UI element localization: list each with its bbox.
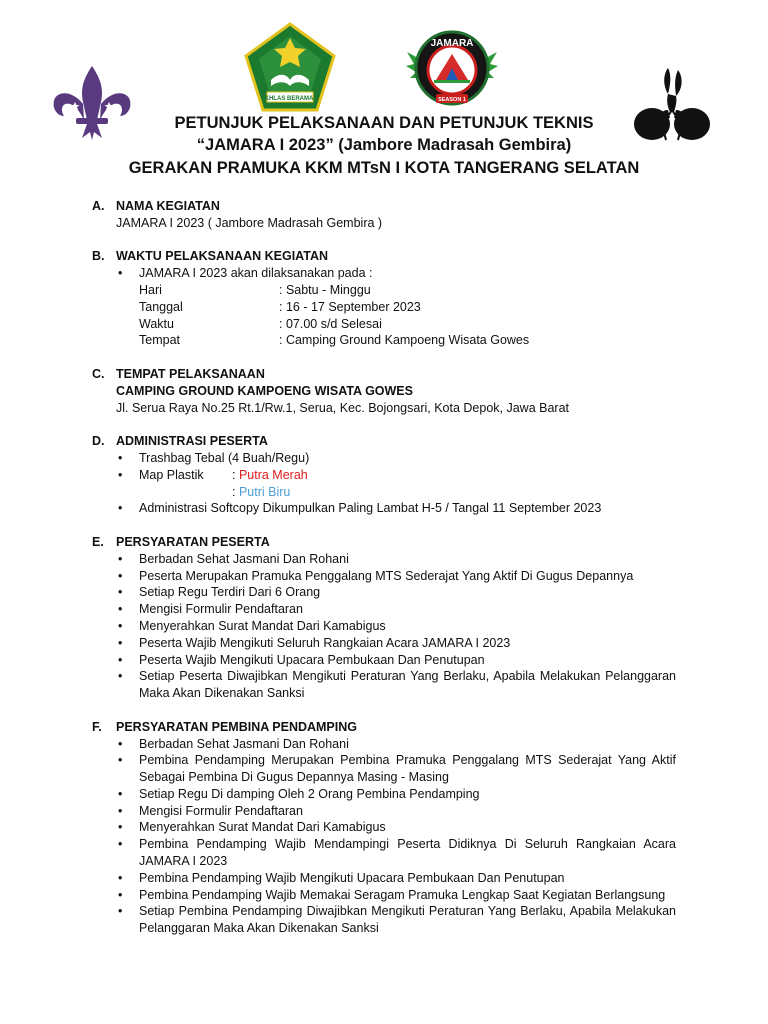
- schedule-row-time: [92, 316, 676, 333]
- venue-name: CAMPING GROUND KAMPOENG WISATA GOWES: [116, 383, 413, 398]
- row-value: : 07.00 s/d Selesai: [279, 316, 382, 331]
- section-title: NAMA KEGIATAN: [116, 199, 220, 213]
- list-item: • Menyerahkan Surat Mandat Dari Kamabigus: [116, 819, 676, 836]
- section-letter: D.: [92, 434, 105, 449]
- section-title: WAKTU PELAKSANAAN KEGIATAN: [116, 249, 329, 264]
- section-title: PERSYARATAN PESERTA: [116, 534, 270, 549]
- list-item: • Setiap Regu Terdiri Dari 6 Orang: [116, 584, 676, 601]
- jamara-logo: [406, 28, 498, 108]
- row-value: : Camping Ground Kampoeng Wisata Gowes: [279, 333, 530, 348]
- section-a-heading: [92, 198, 676, 215]
- list-item: • Menyerahkan Surat Mandat Dari Kamabigus: [116, 618, 676, 635]
- document-header: [90, 112, 678, 180]
- header-title-line-3: GERAKAN PRAMUKA KKM MTsN I KOTA TANGERANG SELATAN: [128, 159, 640, 177]
- list-item: • Peserta Wajib Mengikuti Upacara Pembukaan Dan Penutupan: [116, 652, 676, 669]
- list-item: • Pembina Pendamping Wajib Mengikuti Upacara Pembukaan Dan Penutupan: [116, 870, 676, 887]
- kemenag-caption: IKHLAS BERAMAL: [263, 96, 317, 102]
- list-item: • Peserta Wajib Mengikuti Seluruh Rangkaian Acara JAMARA I 2023: [116, 635, 676, 652]
- schedule-intro: • JAMARA I 2023 akan dilaksanakan pada :: [116, 265, 676, 282]
- admin-item-map: • Map Plastik : Putra Merah : Putri Biru: [116, 467, 676, 501]
- schedule-row-day: [92, 282, 676, 299]
- event-name: JAMARA I 2023 ( Jambore Madrasah Gembira ): [116, 215, 383, 230]
- list-item: • Mengisi Formulir Pendaftaran: [116, 803, 676, 820]
- section-letter: A.: [92, 199, 105, 213]
- admin-item-softcopy: • Administrasi Softcopy Dikumpulkan Paling Lambat H-5 / Tangal 11 September 2023: [116, 500, 676, 517]
- section-title: ADMINISTRASI PESERTA: [116, 434, 268, 449]
- section-b: [92, 248, 676, 349]
- section-e-heading: [92, 534, 676, 551]
- header-title-line-1: PETUNJUK PELAKSANAAN DAN PETUNJUK TEKNIS: [174, 114, 594, 132]
- schedule-list: [92, 265, 676, 282]
- map-label: • Map Plastik: [139, 467, 204, 482]
- section-f-heading: [92, 719, 676, 736]
- list-item: • Mengisi Formulir Pendaftaran: [116, 601, 676, 618]
- section-f: [92, 719, 676, 937]
- section-c-heading: [92, 366, 676, 383]
- row-key: Tanggal: [139, 299, 183, 314]
- section-d: [92, 433, 676, 517]
- admin-list: [92, 450, 676, 517]
- list-item: • Pembina Pendamping Merupakan Pembina Pramuka Penggalang MTS Sederajat Yang Aktif Sebagai Pembina Di Gugus Depannya Masing - Masing: [116, 752, 676, 786]
- list-item: • Peserta Merupakan Pramuka Penggalang MTS Sederajat Yang Aktif Di Gugus Depannya: [116, 568, 676, 585]
- kemenag-logo: [243, 22, 337, 114]
- list-item: • Setiap Pembina Pendamping Diwajibkan Mengikuti Peraturan Yang Berlaku, Apabila Melakukan Pelanggaran Maka Akan Dikenakan Sanksi: [116, 903, 676, 937]
- row-key: Waktu: [139, 316, 174, 331]
- section-letter: B.: [92, 249, 105, 264]
- participant-requirements-list: [92, 551, 676, 702]
- map-color-girls: Putri Biru: [238, 484, 291, 499]
- list-item: • Berbadan Sehat Jasmani Dan Rohani: [116, 551, 676, 568]
- list-item: • Setiap Regu Di damping Oleh 2 Orang Pembina Pendamping: [116, 786, 676, 803]
- list-item: • Setiap Peserta Diwajibkan Mengikuti Peraturan Yang Berlaku, Apabila Melakukan Pelanggaran Maka Akan Dikenakan Sanksi: [116, 668, 676, 702]
- section-letter: F.: [92, 719, 102, 734]
- row-key: Hari: [139, 282, 162, 297]
- section-title: TEMPAT PELAKSANAAN: [116, 366, 265, 381]
- section-a: [92, 198, 676, 232]
- document-body: [92, 198, 676, 954]
- section-d-heading: [92, 433, 676, 450]
- jamara-season: SEASON 1: [438, 97, 466, 103]
- schedule-row-place: [92, 332, 676, 349]
- admin-item-trashbag: • Trashbag Tebal (4 Buah/Regu): [116, 450, 676, 467]
- section-e: [92, 534, 676, 702]
- mentor-requirements-list: [92, 736, 676, 938]
- section-letter: C.: [92, 366, 105, 381]
- schedule-row-date: [92, 299, 676, 316]
- list-item: • Pembina Pendamping Wajib Mendampingi Peserta Didiknya Di Seluruh Rangkaian Acara JAMARA I 2023: [116, 836, 676, 870]
- list-item: • Pembina Pendamping Wajib Memakai Seragam Pramuka Lengkap Saat Kegiatan Berlangsung: [116, 887, 676, 904]
- header-title-line-2: “JAMARA I 2023” (Jambore Madrasah Gembira): [196, 136, 572, 154]
- jamara-logo-title: JAMARA: [430, 38, 474, 49]
- venue-address: Jl. Serua Raya No.25 Rt.1/Rw.1, Serua, Kec. Bojongsari, Kota Depok, Jawa Barat: [116, 400, 570, 415]
- section-letter: E.: [92, 534, 104, 549]
- list-item: • Berbadan Sehat Jasmani Dan Rohani: [116, 736, 676, 753]
- section-b-heading: [92, 248, 676, 265]
- row-key: Tempat: [139, 333, 180, 348]
- row-value: : Sabtu - Minggu: [279, 282, 371, 297]
- section-title: PERSYARATAN PEMBINA PENDAMPING: [116, 719, 357, 734]
- section-c: [92, 366, 676, 416]
- map-color-boys: Putra Merah: [238, 467, 308, 482]
- row-value: : 16 - 17 September 2023: [279, 299, 421, 314]
